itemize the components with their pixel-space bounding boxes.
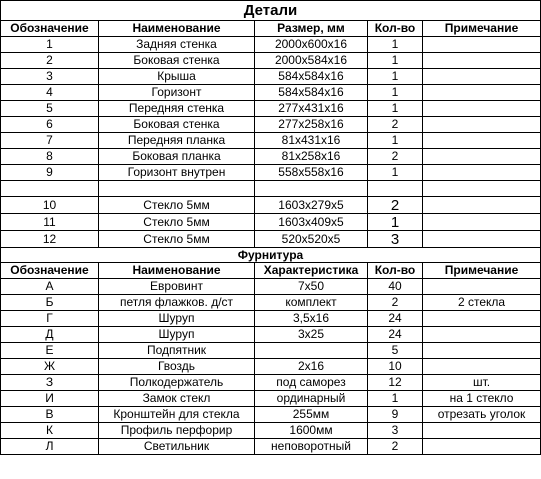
hardware-title-row	[1, 248, 541, 263]
cell-name: Боковая стенка	[99, 53, 255, 69]
cell-note	[423, 37, 541, 53]
table-row	[1, 311, 541, 327]
cell-size: 277x431x16	[255, 101, 368, 117]
cell-note	[423, 117, 541, 133]
cell-size: 1603x279x5	[255, 197, 368, 214]
cell-name: Полкодержатель	[99, 375, 255, 391]
cell-name: Задняя стенка	[99, 37, 255, 53]
cell-qty: 1	[368, 37, 423, 53]
cell-qty: 24	[368, 327, 423, 343]
cell-spec: 2x16	[255, 359, 368, 375]
cell-name: Евровинт	[99, 279, 255, 295]
cell-size: 520x520x5	[255, 231, 368, 248]
cell-qty: 1	[368, 391, 423, 407]
cell-note	[423, 197, 541, 214]
spacer-row	[1, 181, 541, 197]
cell-note: на 1 стекло	[423, 391, 541, 407]
cell-spec: комплект	[255, 295, 368, 311]
parts-table-body	[1, 1, 541, 455]
cell-qty: 1	[368, 101, 423, 117]
table-row	[1, 37, 541, 53]
cell-note	[423, 165, 541, 181]
cell-spec	[255, 343, 368, 359]
cell-id: Г	[1, 311, 99, 327]
cell-qty: 1	[368, 165, 423, 181]
cell-name: петля флажков. д/ст	[99, 295, 255, 311]
table-row	[1, 149, 541, 165]
cell-id: З	[1, 375, 99, 391]
cell-note	[423, 423, 541, 439]
cell-id: Б	[1, 295, 99, 311]
cell-qty: 24	[368, 311, 423, 327]
table-row	[1, 343, 541, 359]
column-header: Примечание	[423, 263, 541, 279]
column-header: Обозначение	[1, 21, 99, 37]
cell-note	[423, 343, 541, 359]
table-row	[1, 85, 541, 101]
cell-spec: ординарный	[255, 391, 368, 407]
cell-note: шт.	[423, 375, 541, 391]
cell-id: 10	[1, 197, 99, 214]
cell-size: 2000x600x16	[255, 37, 368, 53]
cell-id: К	[1, 423, 99, 439]
hardware-title: Фурнитура	[1, 248, 541, 263]
cell-name: Кронштейн для стекла	[99, 407, 255, 423]
cell-size: 81x258x16	[255, 149, 368, 165]
cell-qty: 9	[368, 407, 423, 423]
cell-note: 2 стекла	[423, 295, 541, 311]
cell-size: 584x584x16	[255, 69, 368, 85]
cell-spec: 3x25	[255, 327, 368, 343]
cell-name: Стекло 5мм	[99, 214, 255, 231]
cell-id: В	[1, 407, 99, 423]
cell-note	[423, 53, 541, 69]
empty-cell	[423, 181, 541, 197]
cell-name: Шуруп	[99, 311, 255, 327]
cell-name: Горизонт внутрен	[99, 165, 255, 181]
table-row	[1, 295, 541, 311]
table-row	[1, 391, 541, 407]
cell-id: 5	[1, 101, 99, 117]
table-row	[1, 407, 541, 423]
table-row	[1, 53, 541, 69]
cell-qty: 2	[368, 149, 423, 165]
cell-note	[423, 279, 541, 295]
table-row	[1, 423, 541, 439]
cell-id: Е	[1, 343, 99, 359]
cell-name: Стекло 5мм	[99, 197, 255, 214]
cell-name: Крыша	[99, 69, 255, 85]
cell-id: Л	[1, 439, 99, 455]
column-header: Размер, мм	[255, 21, 368, 37]
cell-name: Гвоздь	[99, 359, 255, 375]
table-row	[1, 359, 541, 375]
cell-qty: 40	[368, 279, 423, 295]
details-title-row	[1, 1, 541, 21]
cell-name: Боковая стенка	[99, 117, 255, 133]
cell-qty: 3	[368, 423, 423, 439]
cell-id: Ж	[1, 359, 99, 375]
cell-name: Подпятник	[99, 343, 255, 359]
cell-note	[423, 231, 541, 248]
empty-cell	[99, 181, 255, 197]
cell-name: Шуруп	[99, 327, 255, 343]
hardware-header-row	[1, 263, 541, 279]
cell-note	[423, 439, 541, 455]
table-row	[1, 327, 541, 343]
cell-id: Д	[1, 327, 99, 343]
table-row	[1, 197, 541, 214]
cell-note: отрезать уголок	[423, 407, 541, 423]
cell-qty: 2	[368, 197, 423, 214]
cell-size: 584x584x16	[255, 85, 368, 101]
cell-qty: 12	[368, 375, 423, 391]
cell-name: Замок стекл	[99, 391, 255, 407]
cell-name: Стекло 5мм	[99, 231, 255, 248]
cell-name: Горизонт	[99, 85, 255, 101]
cell-spec: неповоротный	[255, 439, 368, 455]
cell-spec: 255мм	[255, 407, 368, 423]
cell-qty: 5	[368, 343, 423, 359]
cell-size: 2000x584x16	[255, 53, 368, 69]
cell-name: Передняя планка	[99, 133, 255, 149]
cell-qty: 1	[368, 85, 423, 101]
table-row	[1, 117, 541, 133]
column-header: Характеристика	[255, 263, 368, 279]
empty-cell	[368, 181, 423, 197]
cell-note	[423, 359, 541, 375]
column-header: Наименование	[99, 263, 255, 279]
cell-spec: 3,5x16	[255, 311, 368, 327]
column-header: Кол-во	[368, 263, 423, 279]
cell-id: И	[1, 391, 99, 407]
cell-spec: 1600мм	[255, 423, 368, 439]
cell-qty: 2	[368, 439, 423, 455]
cell-id: 1	[1, 37, 99, 53]
cell-qty: 10	[368, 359, 423, 375]
cell-id: 11	[1, 214, 99, 231]
cell-size: 1603x409x5	[255, 214, 368, 231]
table-row	[1, 101, 541, 117]
cell-note	[423, 133, 541, 149]
table-row	[1, 165, 541, 181]
cell-name: Передняя стенка	[99, 101, 255, 117]
cell-qty: 1	[368, 53, 423, 69]
cell-note	[423, 327, 541, 343]
cell-qty: 2	[368, 117, 423, 133]
cell-size: 277x258x16	[255, 117, 368, 133]
cell-size: 558x558x16	[255, 165, 368, 181]
cell-name: Светильник	[99, 439, 255, 455]
cell-name: Боковая планка	[99, 149, 255, 165]
table-row	[1, 439, 541, 455]
details-title: Детали	[1, 1, 541, 21]
cell-spec: 7x50	[255, 279, 368, 295]
cell-qty: 3	[368, 231, 423, 248]
column-header: Наименование	[99, 21, 255, 37]
cell-note	[423, 85, 541, 101]
cell-id: 2	[1, 53, 99, 69]
column-header: Кол-во	[368, 21, 423, 37]
table-row	[1, 375, 541, 391]
cell-id: А	[1, 279, 99, 295]
cell-spec: под саморез	[255, 375, 368, 391]
cell-note	[423, 214, 541, 231]
cell-id: 6	[1, 117, 99, 133]
details-header-row	[1, 21, 541, 37]
cell-qty: 1	[368, 133, 423, 149]
cell-id: 4	[1, 85, 99, 101]
cell-note	[423, 149, 541, 165]
cell-id: 3	[1, 69, 99, 85]
cell-qty: 1	[368, 69, 423, 85]
table-row	[1, 279, 541, 295]
cell-id: 8	[1, 149, 99, 165]
empty-cell	[255, 181, 368, 197]
cell-id: 12	[1, 231, 99, 248]
cell-note	[423, 311, 541, 327]
table-row	[1, 133, 541, 149]
cell-id: 7	[1, 133, 99, 149]
empty-cell	[1, 181, 99, 197]
table-row	[1, 214, 541, 231]
cell-note	[423, 101, 541, 117]
cell-note	[423, 69, 541, 85]
cell-qty: 2	[368, 295, 423, 311]
table-row	[1, 231, 541, 248]
cell-size: 81x431x16	[255, 133, 368, 149]
column-header: Примечание	[423, 21, 541, 37]
cell-id: 9	[1, 165, 99, 181]
cell-qty: 1	[368, 214, 423, 231]
column-header: Обозначение	[1, 263, 99, 279]
table-row	[1, 69, 541, 85]
cell-name: Профиль перфорир	[99, 423, 255, 439]
